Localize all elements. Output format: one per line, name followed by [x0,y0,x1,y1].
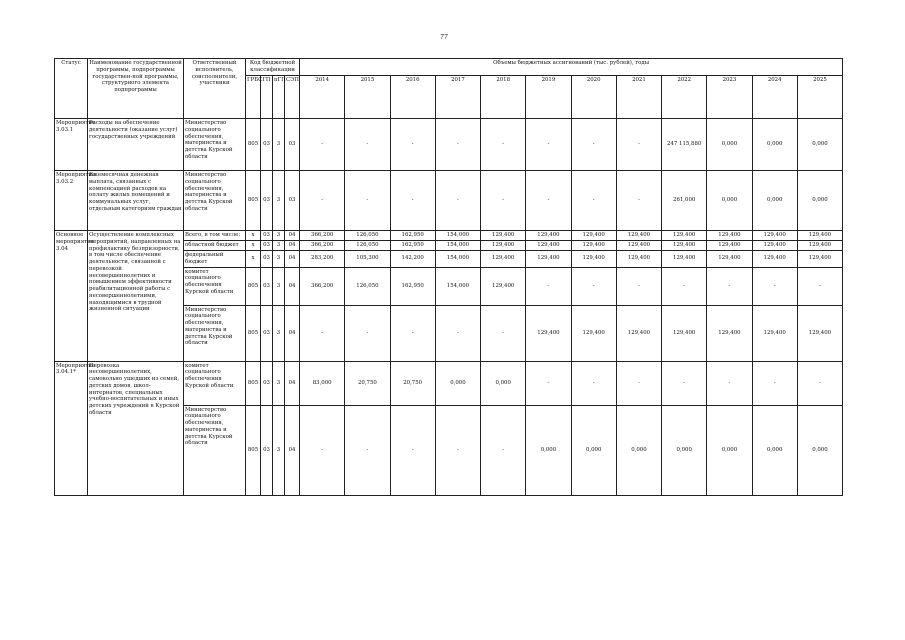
code-cell: 3 [273,267,285,305]
value-cell: 129,400 [526,251,571,268]
year-header: 2015 [345,76,390,119]
value-cell: - [526,361,571,405]
value-cell: 129,400 [616,305,661,361]
code-cell: 04 [285,241,300,251]
code-cell: 805 [246,171,261,231]
value-cell: 247 115,880 [662,119,707,171]
executor-cell: федеральный бюджет [184,251,246,268]
code-cell: х [246,231,261,241]
year-header: 2017 [435,76,480,119]
code-cell: х [246,251,261,268]
status-cell: Мероприятие 3.03.2 [55,171,88,231]
executor-cell: комитет социального обеспечения Курской области [184,267,246,305]
value-cell: 0,000 [707,119,752,171]
budget-table [54,58,843,496]
value-cell: 283,200 [300,251,345,268]
value-cell: 129,400 [526,305,571,361]
code-cell: 3 [273,405,285,495]
value-cell: 0,000 [752,171,797,231]
name-cell: Перевозка несовершеннолетних, самовольно ушедших из семей, детских домов, школ-интернатов, специальных учебно-воспитательных и иных детских учреждений в Курской области [88,361,184,495]
value-cell: 129,400 [571,231,616,241]
value-cell: 366,200 [300,231,345,241]
value-cell: 129,400 [797,241,842,251]
code-cell: 04 [285,361,300,405]
value-cell: 162,950 [390,241,435,251]
code-cell: 805 [246,119,261,171]
executor-header: Ответственный исполнитель, соисполнители, участники [184,59,246,119]
value-cell: - [481,305,526,361]
value-cell: - [797,267,842,305]
value-cell: 129,400 [571,251,616,268]
value-cell: - [662,361,707,405]
code-cell: 04 [285,251,300,268]
value-cell: 129,400 [662,251,707,268]
value-cell: 129,400 [752,251,797,268]
value-cell: 129,400 [707,251,752,268]
value-cell: - [390,171,435,231]
value-cell: - [571,361,616,405]
value-cell: - [616,361,661,405]
value-cell: 129,400 [797,251,842,268]
value-cell: 154,000 [435,241,480,251]
year-header: 2016 [390,76,435,119]
value-cell: - [752,361,797,405]
value-cell: 129,400 [797,305,842,361]
value-cell: 129,400 [526,241,571,251]
value-cell: - [481,119,526,171]
code-cell: 03 [285,119,300,171]
code-header: пГП [273,76,285,119]
value-cell: - [571,119,616,171]
year-header: 2025 [797,76,842,119]
value-cell: 129,400 [616,251,661,268]
value-cell: 366,200 [300,241,345,251]
code-cell: 03 [261,405,273,495]
value-cell: 129,400 [481,231,526,241]
table-row [55,119,843,171]
value-cell: - [481,171,526,231]
table-row [55,361,843,405]
executor-cell: Министерство социального обеспечения, материнства и детства Курской области [184,119,246,171]
value-cell: - [300,119,345,171]
code-cell: 03 [261,361,273,405]
value-cell: - [390,119,435,171]
code-cell: 3 [273,231,285,241]
value-cell: 0,000 [616,405,661,495]
year-header: 2023 [707,76,752,119]
name-cell: Осуществление комплексных мероприятий, направленных на профилактику безпризорности, в том числе обеспечение деятельности, связанной с перевозкой несовершеннолетних и повышением эффективности реабилитационной работы с несовершеннолетними, находящимися в трудной жизненной ситуации [88,231,184,362]
value-cell: 129,400 [662,241,707,251]
code-cell: 04 [285,405,300,495]
value-cell: 0,000 [526,405,571,495]
value-cell: 129,400 [707,305,752,361]
value-cell: - [707,361,752,405]
code-header: ГП [261,76,273,119]
code-cell: 3 [273,305,285,361]
value-cell: 162,950 [390,267,435,305]
value-cell: 129,400 [662,305,707,361]
value-cell: 261,000 [662,171,707,231]
code-cell: 805 [246,361,261,405]
value-cell: 129,400 [616,231,661,241]
code-cell: 03 [261,241,273,251]
value-cell: 105,300 [345,251,390,268]
table-row [55,231,843,241]
value-cell: 129,400 [526,231,571,241]
value-cell: 0,000 [435,361,480,405]
value-cell: - [752,267,797,305]
code-cell: 3 [273,171,285,231]
status-cell: Мероприятие 3.04.1* [55,361,88,495]
value-cell: 126,050 [345,267,390,305]
executor-cell: Министерство социального обеспечения, материнства и детства Курской области [184,171,246,231]
value-cell: - [345,305,390,361]
value-cell: 83,000 [300,361,345,405]
value-cell: 366,200 [300,267,345,305]
code-cell: 03 [261,251,273,268]
year-header: 2020 [571,76,616,119]
year-header: 2024 [752,76,797,119]
value-cell: 129,400 [752,231,797,241]
value-cell: 20,750 [390,361,435,405]
value-cell: 129,400 [481,267,526,305]
name-header: Наименование государственной программы, подпрограммы государствен-ной программы, структурного элемента подпрограммы [88,59,184,119]
executor-cell: Министерство социального обеспечения, материнства и детства Курской области [184,305,246,361]
code-header: СЭП [285,76,300,119]
codes-group-header: Код бюджетной классификации [246,59,300,76]
value-cell: - [526,267,571,305]
code-header: ГРБС [246,76,261,119]
year-header: 2022 [662,76,707,119]
value-cell: 129,400 [752,241,797,251]
name-cell: Расходы на обеспечение деятельности (оказание услуг) государственных учреждений [88,119,184,171]
code-cell: 03 [261,267,273,305]
value-cell: - [526,119,571,171]
value-cell: 0,000 [662,405,707,495]
year-header: 2018 [481,76,526,119]
code-cell: 805 [246,405,261,495]
code-cell: 03 [261,231,273,241]
value-cell: 20,750 [345,361,390,405]
value-cell: 0,000 [752,119,797,171]
value-cell: 129,400 [707,231,752,241]
value-cell: 0,000 [797,171,842,231]
value-cell: 129,400 [707,241,752,251]
value-cell: 142,200 [390,251,435,268]
value-cell: 129,400 [481,241,526,251]
value-cell: 129,400 [662,231,707,241]
value-cell: - [435,405,480,495]
value-cell: - [571,171,616,231]
page-number: 77 [440,34,448,41]
value-cell: - [300,305,345,361]
code-cell: 03 [261,119,273,171]
value-cell: - [616,267,661,305]
code-cell: 04 [285,267,300,305]
executor-cell: комитет социального обеспечения Курской области [184,361,246,405]
value-cell: 129,400 [571,241,616,251]
value-cell: 129,400 [797,231,842,241]
executor-cell: областной бюджет [184,241,246,251]
volumes-group-header: Объемы бюджетных ассигнований (тыс. рублей), годы [300,59,843,76]
executor-cell: Министерство социального обеспечения, материнства и детства Курской области [184,405,246,495]
value-cell: - [300,171,345,231]
value-cell: - [616,171,661,231]
executor-cell: Всего, в том числе: [184,231,246,241]
value-cell: - [435,119,480,171]
year-header: 2021 [616,76,661,119]
value-cell: 0,000 [707,171,752,231]
value-cell: - [345,171,390,231]
code-cell: 805 [246,305,261,361]
name-cell: Ежемесячная денежная выплата, связанных с компенсацией расходов на оплату жилых помещений и коммунальных услуг, отдельным категориям граждан [88,171,184,231]
value-cell: - [526,171,571,231]
year-header: 2019 [526,76,571,119]
value-cell: 154,000 [435,231,480,241]
year-header: 2014 [300,76,345,119]
value-cell: - [662,267,707,305]
value-cell: - [707,267,752,305]
value-cell: 129,400 [616,241,661,251]
status-cell: Основное мероприятие 3.04 [55,231,88,362]
value-cell: 129,400 [752,305,797,361]
value-cell: 0,000 [707,405,752,495]
value-cell: 0,000 [571,405,616,495]
value-cell: 154,000 [435,251,480,268]
code-cell: 04 [285,231,300,241]
value-cell: - [571,267,616,305]
status-header: Статус [55,59,88,119]
value-cell: - [345,119,390,171]
value-cell: 126,050 [345,241,390,251]
code-cell: 3 [273,119,285,171]
value-cell: - [300,405,345,495]
value-cell: 126,050 [345,231,390,241]
value-cell: - [435,305,480,361]
code-cell: 3 [273,361,285,405]
value-cell: - [345,405,390,495]
value-cell: - [616,119,661,171]
value-cell: 0,000 [752,405,797,495]
value-cell: - [435,171,480,231]
status-cell: Мероприятие 3.03.1 [55,119,88,171]
value-cell: 162,950 [390,231,435,241]
value-cell: - [390,305,435,361]
code-cell: 3 [273,241,285,251]
table-row [55,171,843,231]
value-cell: 0,000 [797,119,842,171]
code-cell: 03 [261,171,273,231]
code-cell: х [246,241,261,251]
value-cell: 0,000 [797,405,842,495]
code-cell: 03 [285,171,300,231]
code-cell: 03 [261,305,273,361]
value-cell: - [797,361,842,405]
value-cell: 129,400 [481,251,526,268]
code-cell: 3 [273,251,285,268]
value-cell: - [481,405,526,495]
value-cell: 154,000 [435,267,480,305]
value-cell: - [390,405,435,495]
code-cell: 04 [285,305,300,361]
code-cell: 805 [246,267,261,305]
value-cell: 0,000 [481,361,526,405]
value-cell: 129,400 [571,305,616,361]
